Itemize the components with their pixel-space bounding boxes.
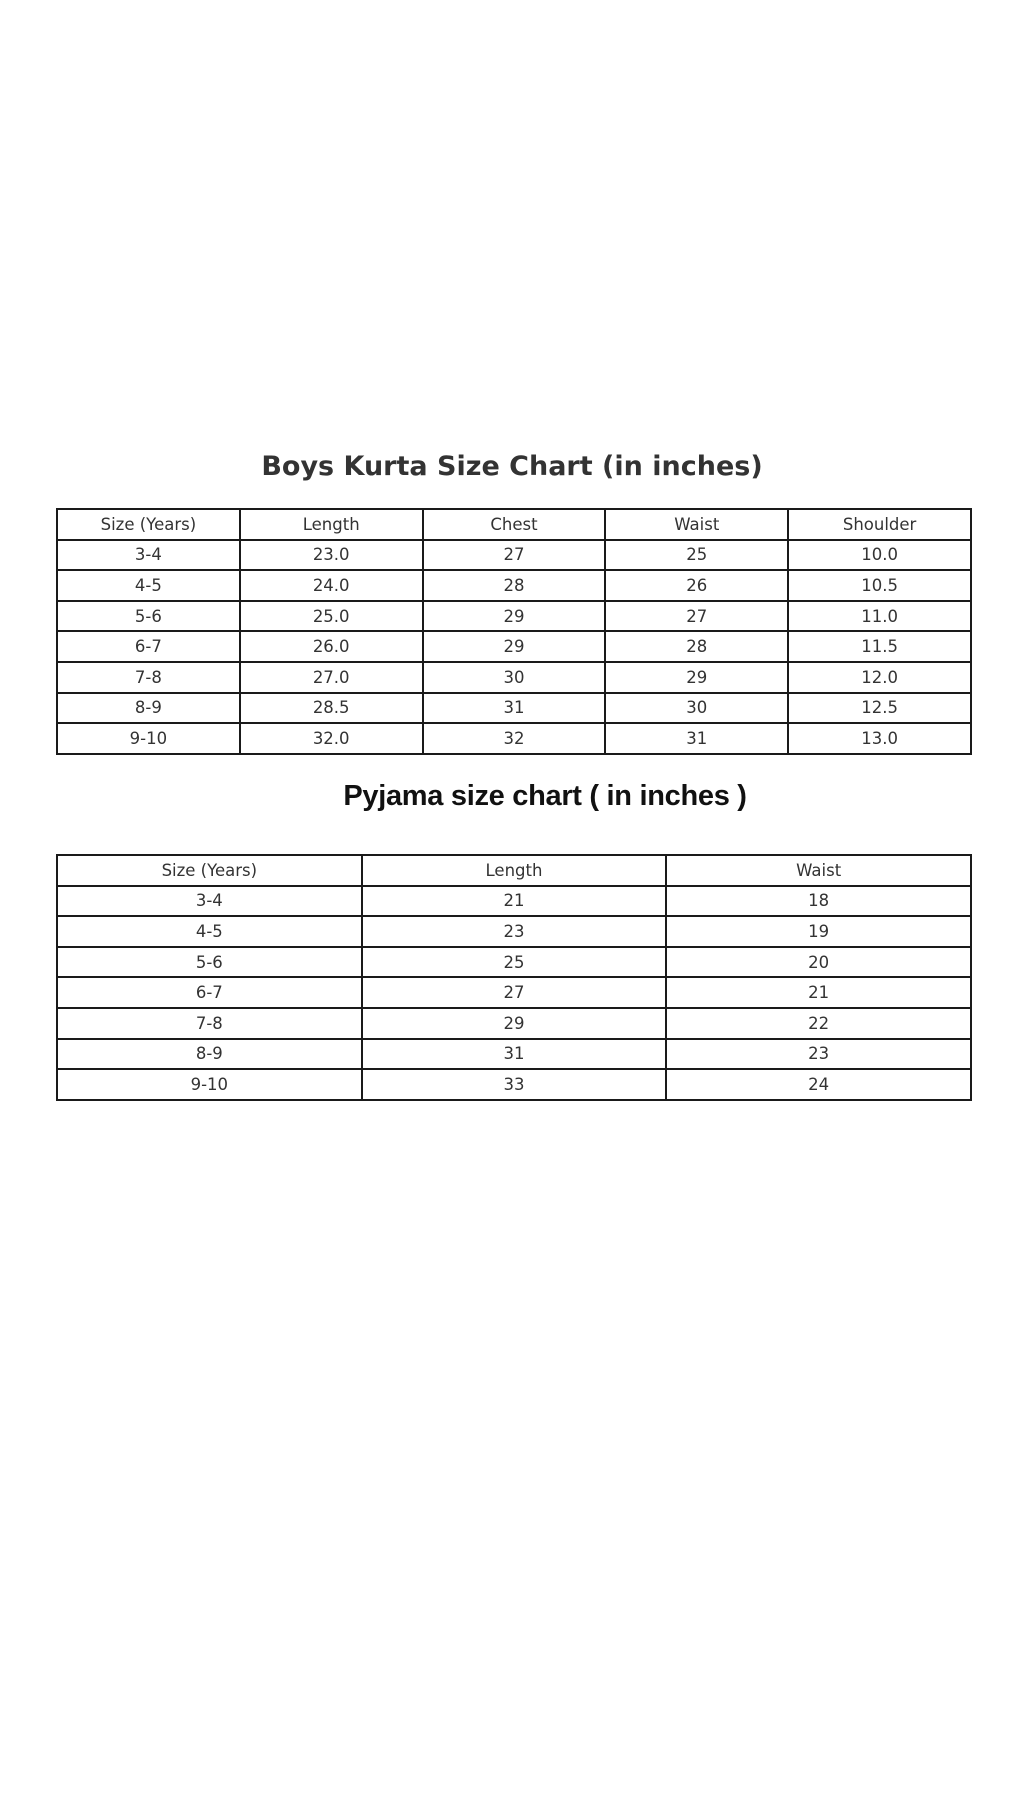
column-header-waist: Waist	[666, 855, 971, 886]
cell-shoulder: 11.0	[788, 601, 971, 632]
column-header-size: Size (Years)	[57, 509, 240, 540]
cell-waist: 18	[666, 886, 971, 917]
cell-chest: 27	[423, 540, 606, 571]
column-header-waist: Waist	[605, 509, 788, 540]
cell-size: 8-9	[57, 1039, 362, 1070]
column-header-length: Length	[240, 509, 423, 540]
cell-waist: 31	[605, 723, 788, 754]
cell-waist: 26	[605, 570, 788, 601]
cell-length: 24.0	[240, 570, 423, 601]
kurta-size-table	[56, 508, 972, 755]
table-header-row	[57, 509, 971, 540]
cell-size: 4-5	[57, 570, 240, 601]
cell-size: 9-10	[57, 723, 240, 754]
cell-size: 7-8	[57, 662, 240, 693]
cell-waist: 24	[666, 1069, 971, 1100]
table-row	[57, 916, 971, 947]
table-row	[57, 723, 971, 754]
table-row	[57, 570, 971, 601]
table-row	[57, 601, 971, 632]
cell-length: 25.0	[240, 601, 423, 632]
cell-shoulder: 11.5	[788, 631, 971, 662]
cell-waist: 27	[605, 601, 788, 632]
cell-shoulder: 13.0	[788, 723, 971, 754]
cell-length: 27.0	[240, 662, 423, 693]
cell-shoulder: 10.0	[788, 540, 971, 571]
cell-chest: 29	[423, 601, 606, 632]
cell-length: 32.0	[240, 723, 423, 754]
column-header-length: Length	[362, 855, 667, 886]
cell-waist: 30	[605, 693, 788, 724]
table-row	[57, 1069, 971, 1100]
cell-size: 5-6	[57, 601, 240, 632]
table-row	[57, 693, 971, 724]
kurta-size-chart-title: Boys Kurta Size Chart (in inches)	[261, 451, 763, 482]
cell-waist: 25	[605, 540, 788, 571]
cell-length: 25	[362, 947, 667, 978]
table-row	[57, 540, 971, 571]
pyjama-size-table	[56, 854, 972, 1101]
cell-shoulder: 12.0	[788, 662, 971, 693]
table-row	[57, 662, 971, 693]
table-header-row	[57, 855, 971, 886]
cell-waist: 20	[666, 947, 971, 978]
cell-size: 9-10	[57, 1069, 362, 1100]
table-row	[57, 947, 971, 978]
cell-waist: 19	[666, 916, 971, 947]
cell-size: 5-6	[57, 947, 362, 978]
cell-length: 29	[362, 1008, 667, 1039]
cell-waist: 21	[666, 977, 971, 1008]
table-row	[57, 631, 971, 662]
cell-length: 21	[362, 886, 667, 917]
column-header-size: Size (Years)	[57, 855, 362, 886]
cell-shoulder: 12.5	[788, 693, 971, 724]
column-header-shoulder: Shoulder	[788, 509, 971, 540]
cell-length: 26.0	[240, 631, 423, 662]
cell-size: 7-8	[57, 1008, 362, 1039]
cell-length: 23	[362, 916, 667, 947]
cell-size: 6-7	[57, 977, 362, 1008]
table-row	[57, 977, 971, 1008]
table-row	[57, 1008, 971, 1039]
cell-size: 8-9	[57, 693, 240, 724]
cell-waist: 23	[666, 1039, 971, 1070]
cell-size: 3-4	[57, 540, 240, 571]
column-header-chest: Chest	[423, 509, 606, 540]
cell-length: 28.5	[240, 693, 423, 724]
cell-shoulder: 10.5	[788, 570, 971, 601]
cell-waist: 29	[605, 662, 788, 693]
cell-size: 3-4	[57, 886, 362, 917]
cell-length: 23.0	[240, 540, 423, 571]
cell-waist: 22	[666, 1008, 971, 1039]
cell-length: 31	[362, 1039, 667, 1070]
cell-chest: 31	[423, 693, 606, 724]
table-row	[57, 1039, 971, 1070]
cell-length: 33	[362, 1069, 667, 1100]
cell-waist: 28	[605, 631, 788, 662]
cell-size: 6-7	[57, 631, 240, 662]
cell-chest: 32	[423, 723, 606, 754]
pyjama-size-chart-title: Pyjama size chart ( in inches )	[343, 780, 747, 812]
cell-chest: 29	[423, 631, 606, 662]
table-row	[57, 886, 971, 917]
cell-length: 27	[362, 977, 667, 1008]
cell-chest: 30	[423, 662, 606, 693]
cell-size: 4-5	[57, 916, 362, 947]
cell-chest: 28	[423, 570, 606, 601]
